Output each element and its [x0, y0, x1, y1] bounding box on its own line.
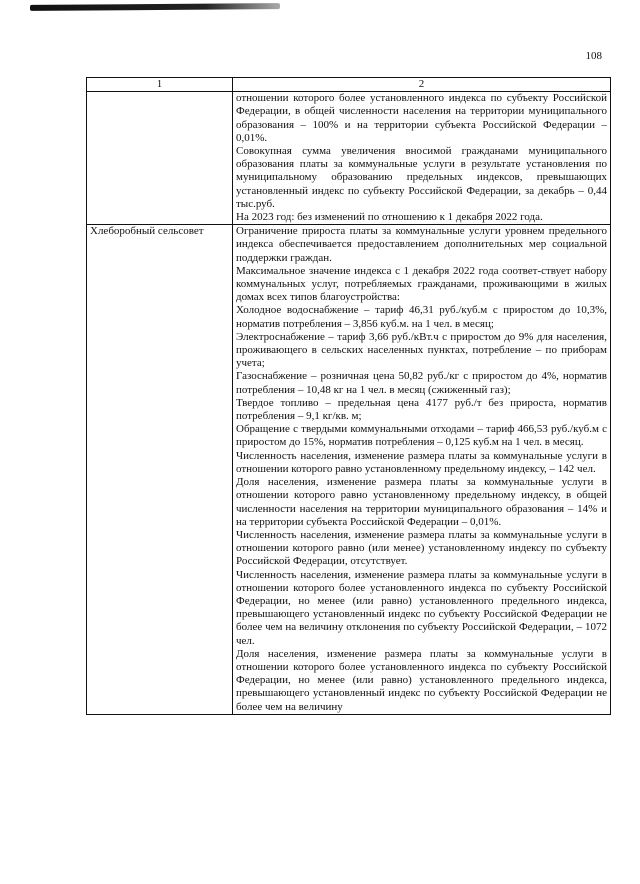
scan-artifact-bar — [30, 3, 280, 11]
table-header-row — [87, 78, 611, 92]
paragraph: На 2023 год: без изменений по отношению к 1 декабря 2022 года. — [236, 211, 543, 224]
document-table — [86, 77, 611, 715]
paragraph: Обращение с твердыми коммунальными отходами – тариф 466,53 руб./куб.м с приростом до 15%, норматив потребления – 0,125 куб.м на 1 чел. в месяц. — [236, 423, 607, 449]
paragraph: Доля населения, изменение размера платы за коммунальные услуги в отношении которого более установленного индекса по субъекту Российской Федерации, но менее (или равно) установленного предельного индекса, превышающего установленный индекс по субъекту Российской Федерации не более чем на величину — [236, 647, 607, 713]
paragraph: Ограничение прироста платы за коммунальные услуги уровнем предельного индекса обеспечивается предоставлением дополнительных мер социальной поддержки граждан. — [236, 225, 607, 264]
column-header-2: 2 — [233, 78, 611, 92]
paragraph: Газоснабжение – розничная цена 50,82 руб./кг с приростом до 4%, норматив потребления – 10,48 кг на 1 чел. в месяц (сжиженный газ); — [236, 370, 607, 396]
table-row — [87, 92, 611, 225]
content-cell — [233, 225, 611, 715]
paragraph: Численность населения, изменение размера платы за коммунальные услуги в отношении которого более установленного индекса по субъекту Российской Федерации, но менее (или равно) установленного предельного индекса, превышающего установленный индекс по субъекту Российской Федерации не более чем на величину отклонения по субъекту Российской Федерации, – 1072 чел. — [236, 568, 607, 647]
paragraph: Электроснабжение – тариф 3,66 руб./кВт.ч с приростом до 9% для населения, проживающего в сельских населенных пунктах, потребление – по приборам учета; — [236, 330, 607, 370]
content-cell — [233, 92, 611, 225]
page-number: 108 — [585, 50, 602, 62]
paragraph: отношении которого более установленного индекса по субъекту Российской Федерации, в общей численности населения на территории муниципального образования – 100% и на территории субъекта Российской Федерации – 0,01%. — [236, 92, 607, 144]
paragraph: Максимальное значение индекса с 1 декабря 2022 года соответ-ствует набору коммунальных услуг, потребляемых гражданами, проживающими в жилых домах всех типов благоустройства: — [236, 264, 607, 304]
paragraph: Твердое топливо – предельная цена 4177 руб./т без прироста, норматив потребления – 9,1 кг/кв. м; — [236, 396, 607, 423]
paragraph: Совокупная сумма увеличения вносимой гражданами муниципального образования платы за коммунальные услуги в результате установления по муниципальному образованию предельных индексов, превышающих установленный индекс по субъекту Российской Федерации, за декабрь – 0,44 тыс.руб. — [236, 145, 607, 210]
paragraph: Численность населения, изменение размера платы за коммунальные услуги в отношении которого равно установленному предельному индексу, – 142 чел. — [236, 449, 607, 475]
table-row — [87, 225, 611, 715]
region-cell: Хлеборобный сельсовет — [87, 225, 233, 715]
paragraph: Холодное водоснабжение – тариф 46,31 руб./куб.м с приростом до 10,3%, норматив потребления – 3,856 куб.м. на 1 чел. в месяц; — [236, 304, 607, 330]
paragraph: Доля населения, изменение размера платы за коммунальные услуги в отношении которого равно установленному предельному индексу, в общей численности населения на территории муниципального образования – 14% и на территории субъекта Российской Федерации – 0,01%. — [236, 476, 607, 528]
column-header-1: 1 — [87, 78, 233, 92]
paragraph: Численность населения, изменение размера платы за коммунальные услуги в отношении которого равно (или менее) установленному индексу по субъекту Российской Федерации, отсутствует. — [236, 528, 607, 568]
region-cell — [87, 92, 233, 225]
